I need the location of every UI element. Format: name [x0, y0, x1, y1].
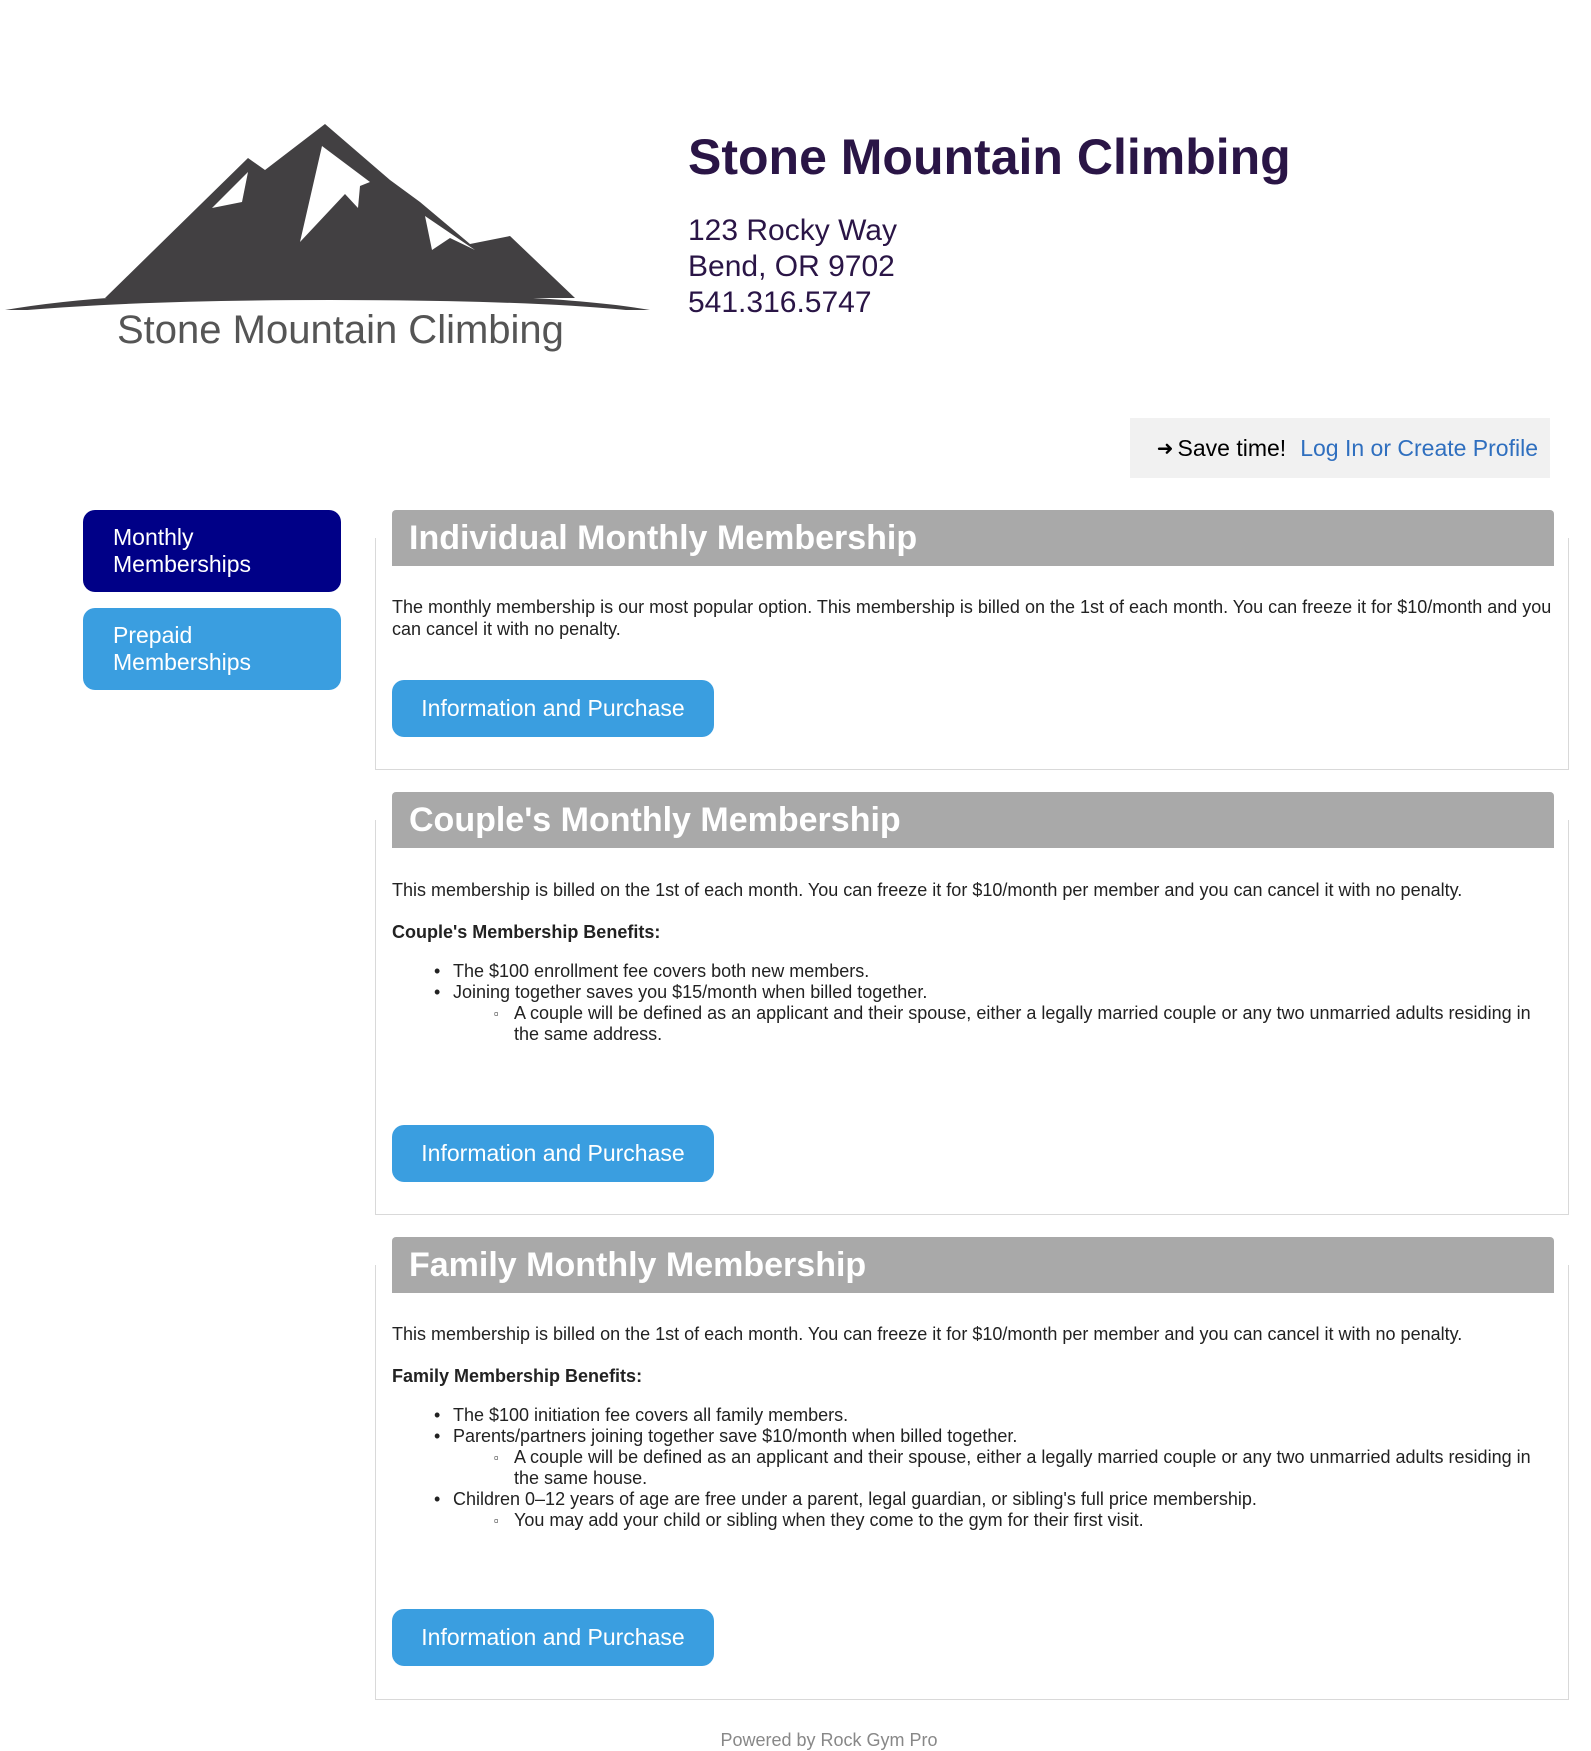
- membership-description: This membership is billed on the 1st of each month. You can freeze it for $10/month per member and you can cancel it with no penalty.: [392, 880, 1463, 900]
- list-item: • Children 0–12 years of age are free under a parent, legal guardian, or sibling's full price membership.: [392, 1489, 1552, 1510]
- membership-panel-couple: [375, 801, 1569, 1215]
- membership-panel-individual: [375, 519, 1569, 770]
- membership-description: The monthly membership is our most popular option. This membership is billed on the 1st of each month. You can freeze it for $10/month and you can cancel it with no penalty.: [392, 597, 1552, 639]
- logo-text: Stone Mountain Climbing: [117, 308, 564, 352]
- membership-panel-family: [375, 1246, 1569, 1700]
- list-item: • Parents/partners joining together save $10/month when billed together.: [392, 1426, 1552, 1447]
- list-item: ▫ A couple will be defined as an applicant and their spouse, either a legally married couple or any two unmarried adults residing in the same address.: [392, 1003, 1552, 1045]
- gym-name: Stone Mountain Climbing: [688, 129, 1291, 185]
- information-and-purchase-button[interactable]: Information and Purchase: [392, 680, 714, 737]
- logo: [0, 110, 660, 370]
- mountain-logo-icon: [0, 110, 660, 310]
- phone-number: 541.316.5747: [688, 286, 872, 319]
- panel-title: Family Monthly Membership: [392, 1237, 1554, 1293]
- information-and-purchase-button[interactable]: Information and Purchase: [392, 1609, 714, 1666]
- panel-title: Couple's Monthly Membership: [392, 792, 1554, 848]
- benefit-list: [392, 1405, 1552, 1531]
- panel-title: Individual Monthly Membership: [392, 510, 1554, 566]
- sign-in-icon: ➜: [1156, 437, 1174, 460]
- benefits-title: Family Membership Benefits:: [392, 1366, 643, 1386]
- list-item: • Joining together saves you $15/month when billed together.: [392, 982, 1552, 1003]
- sidebar-item-monthly-memberships[interactable]: Monthly Memberships: [83, 510, 341, 592]
- information-and-purchase-button[interactable]: Information and Purchase: [392, 1125, 714, 1182]
- membership-description: This membership is billed on the 1st of each month. You can freeze it for $10/month per member and you can cancel it with no penalty.: [392, 1324, 1463, 1344]
- gym-address: [688, 213, 1291, 321]
- login-bar: [1130, 418, 1550, 478]
- gym-info: [688, 130, 1291, 321]
- list-item: ▫ A couple will be defined as an applicant and their spouse, either a legally married couple or any two unmarried adults residing in the same house.: [392, 1447, 1552, 1489]
- benefit-list: [392, 961, 1552, 1045]
- address-line-2: Bend, OR 9702: [688, 250, 895, 283]
- powered-by-footer: Powered by Rock Gym Pro: [720, 1730, 938, 1750]
- sidebar: [83, 510, 341, 706]
- benefits-title: Couple's Membership Benefits:: [392, 922, 661, 942]
- list-item: • The $100 enrollment fee covers both new members.: [392, 961, 1552, 982]
- login-prompt: Save time!: [1177, 434, 1287, 461]
- list-item: • The $100 initiation fee covers all family members.: [392, 1405, 1552, 1426]
- address-line-1: 123 Rocky Way: [688, 214, 897, 247]
- list-item: ▫ You may add your child or sibling when they come to the gym for their first visit.: [392, 1510, 1552, 1531]
- sidebar-item-prepaid-memberships[interactable]: Prepaid Memberships: [83, 608, 341, 690]
- login-link[interactable]: Log In or Create Profile: [1300, 434, 1538, 461]
